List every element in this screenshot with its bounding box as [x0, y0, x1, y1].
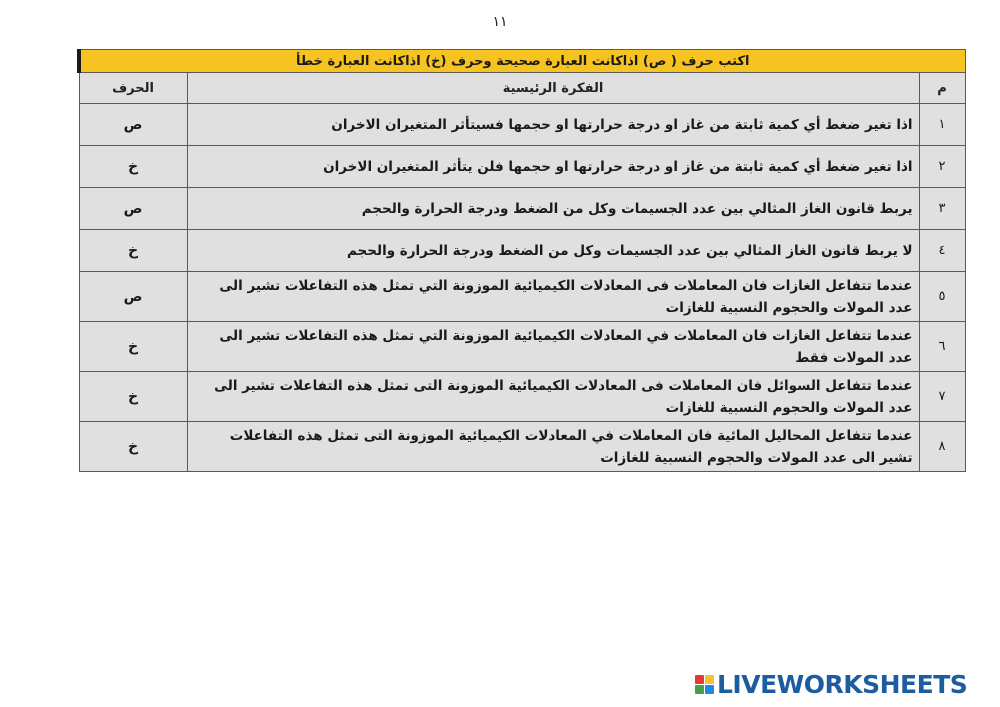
- liveworksheets-brand[interactable]: [695, 669, 967, 699]
- answer-cell[interactable]: خ: [79, 422, 187, 472]
- page-number: ١١: [492, 14, 508, 30]
- header-row: [79, 73, 965, 104]
- table-row: [79, 104, 965, 146]
- row-number: ١: [919, 104, 965, 146]
- statement-text: اذا تغير ضغط أي كمية ثابتة من غاز او درجة حرارتها او حجمها فلن يتأثر المتغيران الاخران: [187, 146, 919, 188]
- answer-cell[interactable]: ص: [79, 188, 187, 230]
- statement-text: عندما تتفاعل الغازات فان المعاملات فى المعادلات الكيميائية الموزونة التي تمثل هذه التفاعلات تشير الى عدد المولات والحجوم النسبية للغازات: [187, 272, 919, 322]
- table-row: [79, 322, 965, 372]
- answer-cell[interactable]: خ: [79, 372, 187, 422]
- table-row: [79, 188, 965, 230]
- answer-cell[interactable]: ص: [79, 104, 187, 146]
- table-row: [79, 272, 965, 322]
- table-row: [79, 422, 965, 472]
- statement-text: عندما تتفاعل الغازات فان المعاملات في المعادلات الكيميائية الموزونة التي تمثل هذه التفاعلات تشير الى عدد المولات فقط: [187, 322, 919, 372]
- answer-cell[interactable]: ص: [79, 272, 187, 322]
- row-number: ٥: [919, 272, 965, 322]
- true-false-table: [77, 49, 966, 472]
- row-number: ٣: [919, 188, 965, 230]
- row-number: ٧: [919, 372, 965, 422]
- liveworksheets-logo-icon: [695, 675, 714, 694]
- answer-cell[interactable]: خ: [79, 146, 187, 188]
- table-row: [79, 146, 965, 188]
- column-header-number: م: [919, 73, 965, 104]
- row-number: ٢: [919, 146, 965, 188]
- statement-text: عندما تتفاعل المحاليل المائية فان المعاملات في المعادلات الكيميائية الموزونة التى تمثل هذه التفاعلات تشير الى عدد المولات والحجوم النسبية للغازات: [187, 422, 919, 472]
- row-number: ٦: [919, 322, 965, 372]
- answer-cell[interactable]: خ: [79, 322, 187, 372]
- statement-text: يربط قانون الغاز المثالي بين عدد الجسيمات وكل من الضغط ودرجة الحرارة والحجم: [187, 188, 919, 230]
- instruction-title: اكتب حرف ( ص) اذاكانت العبارة صحيحة وحرف (خ) اذاكانت العبارة خطأ: [79, 50, 965, 73]
- answer-cell[interactable]: خ: [79, 230, 187, 272]
- brand-name: LIVEWORKSHEETS: [717, 669, 968, 699]
- statement-text: لا يربط قانون الغاز المثالي بين عدد الجسيمات وكل من الضغط ودرجة الحرارة والحجم: [187, 230, 919, 272]
- column-header-letter: الحرف: [79, 73, 187, 104]
- row-number: ٤: [919, 230, 965, 272]
- statement-text: عندما تتفاعل السوائل فان المعاملات فى المعادلات الكيميائية الموزونة التى تمثل هذه التفاعلات تشير الى عدد المولات والحجوم النسبية للغازات: [187, 372, 919, 422]
- statement-text: اذا تغير ضغط أي كمية ثابتة من غاز او درجة حرارتها او حجمها فسيتأثر المتغيران الاخران: [187, 104, 919, 146]
- table-row: [79, 372, 965, 422]
- column-header-main-idea: الفكرة الرئيسية: [187, 73, 919, 104]
- table-row: [79, 230, 965, 272]
- instruction-row: [79, 50, 965, 73]
- row-number: ٨: [919, 422, 965, 472]
